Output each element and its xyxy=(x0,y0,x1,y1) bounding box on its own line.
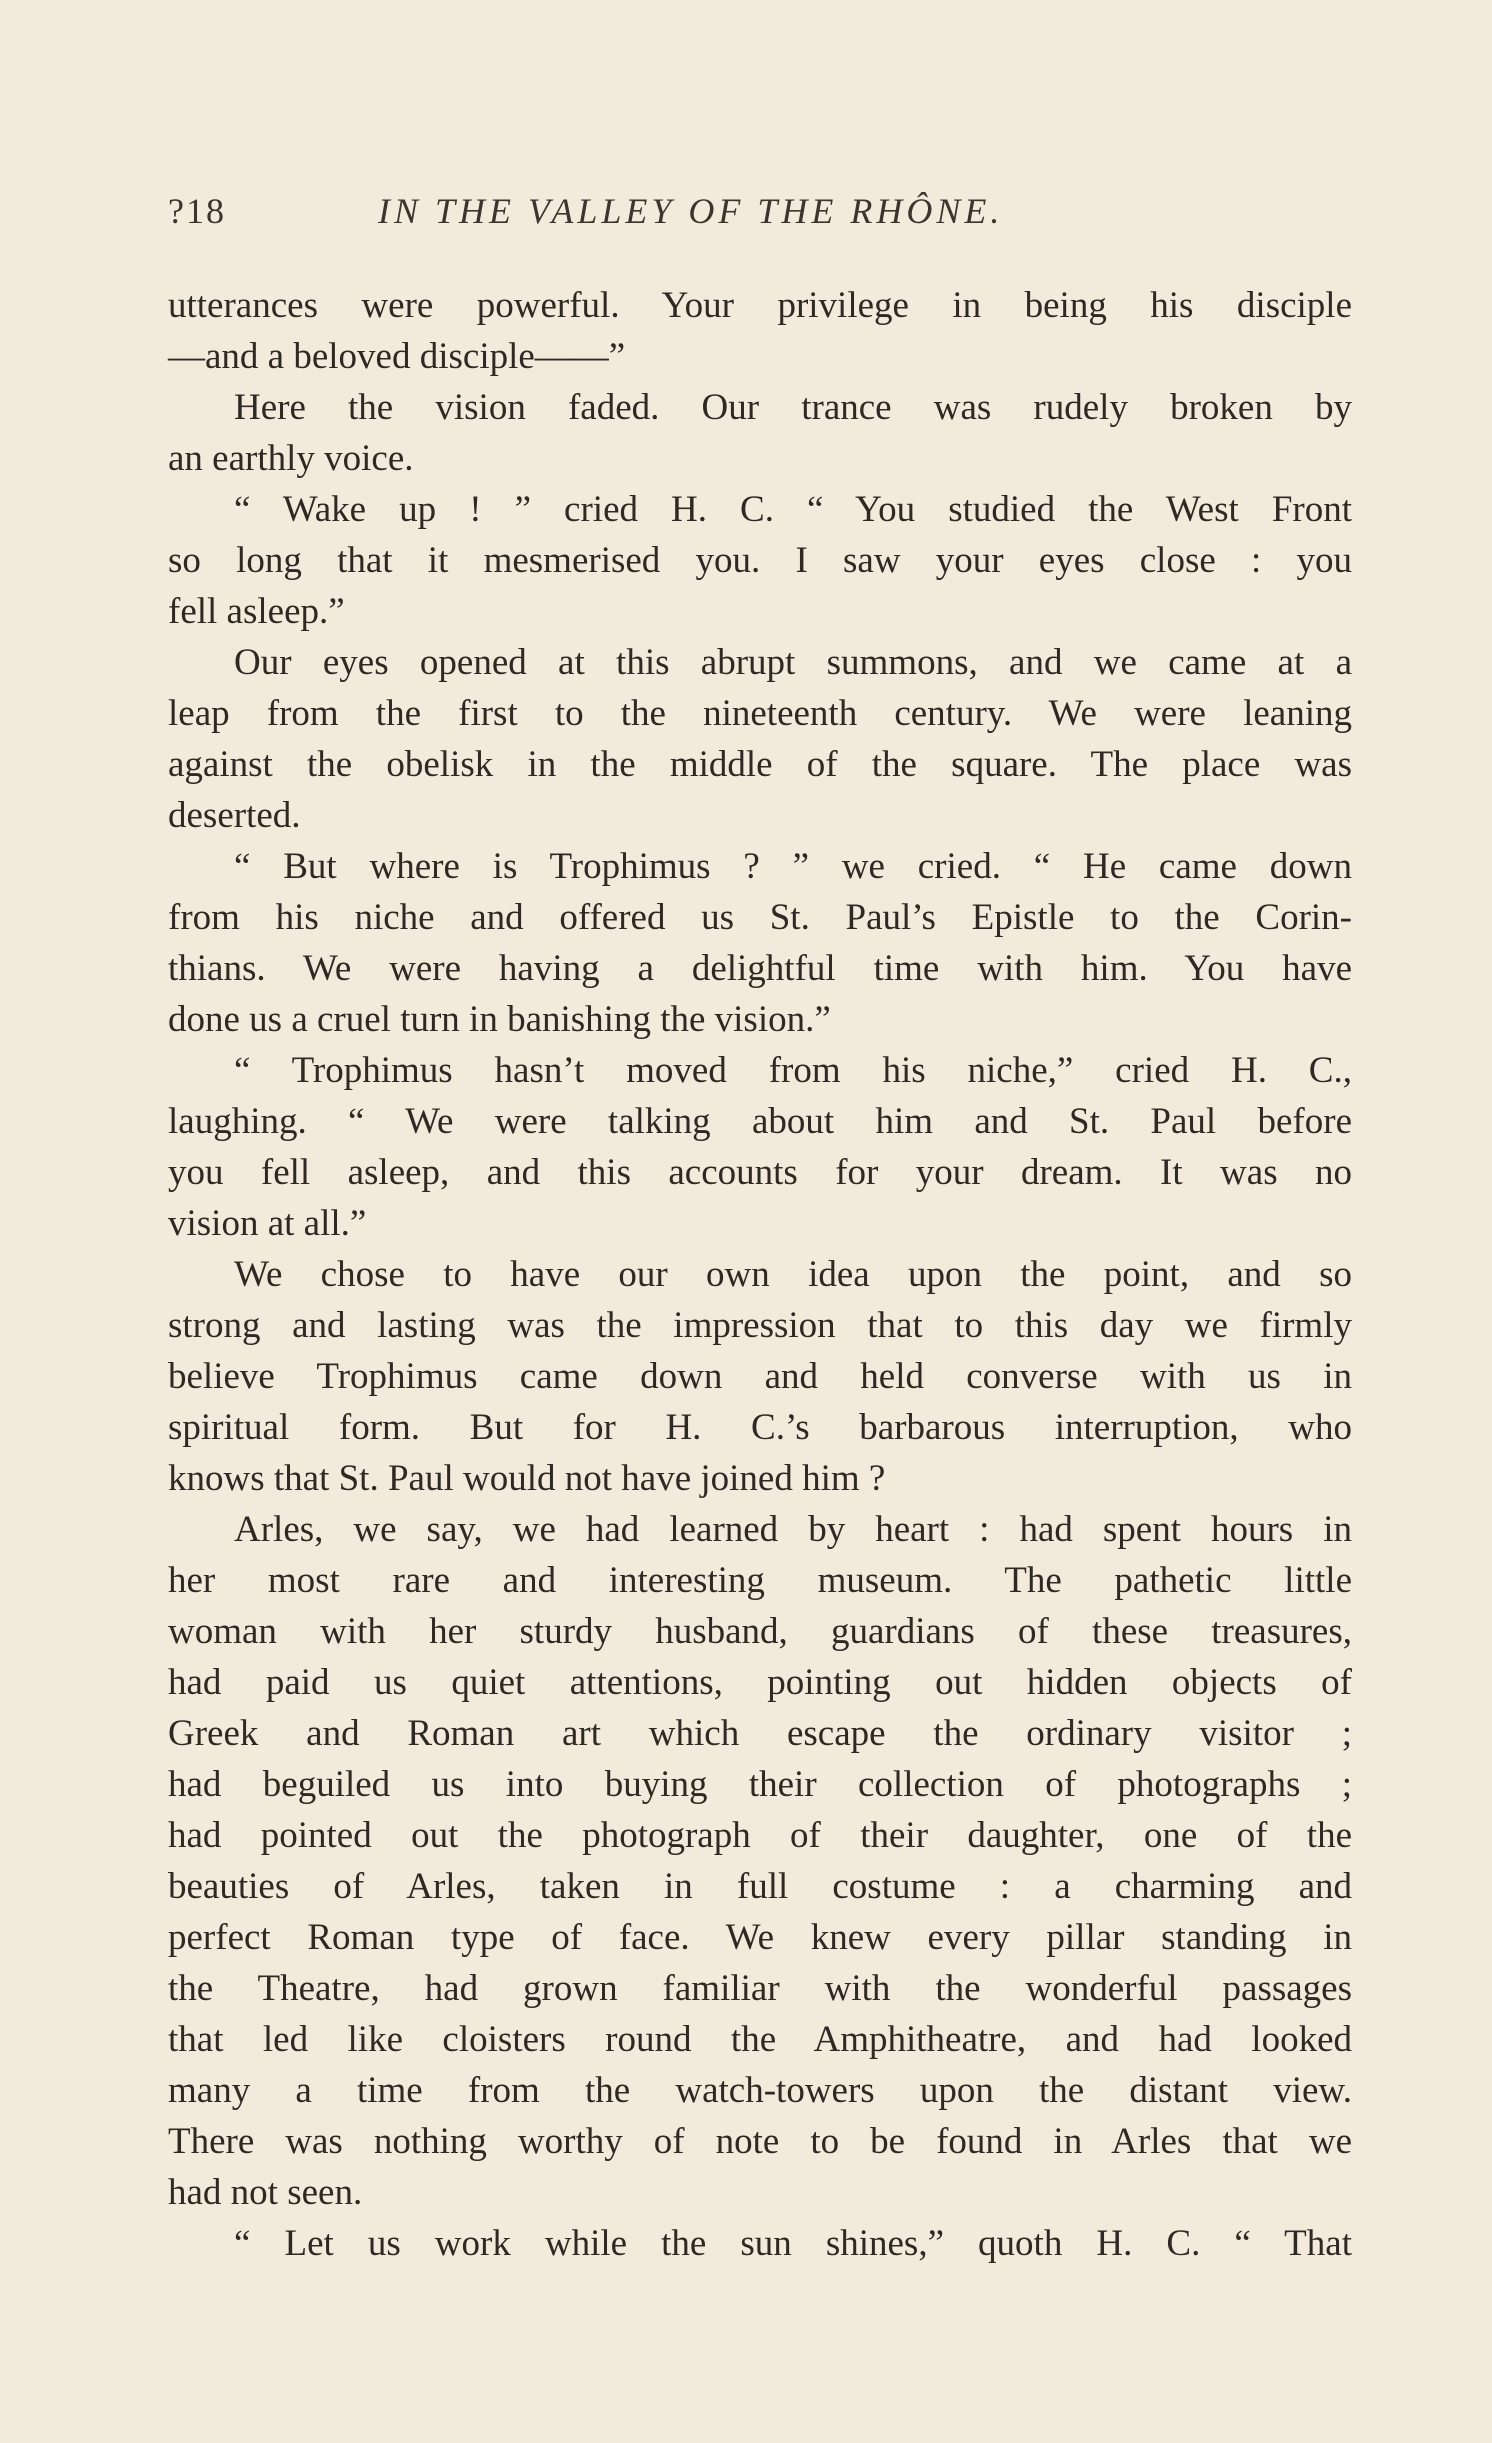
text-line: We chose to have our own idea upon the point, and so xyxy=(234,1254,1352,1295)
text-line: “ Wake up ! ” cried H. C. “ You studied the West Front xyxy=(234,489,1352,530)
text-line: done us a cruel turn in banishing the vision.” xyxy=(168,999,831,1040)
text-line: Here the vision faded. Our trance was rudely broken by xyxy=(234,387,1352,428)
text-line: “ Let us work while the sun shines,” quoth H. C. “ That xyxy=(234,2223,1352,2264)
text-line: her most rare and interesting museum. The pathetic little xyxy=(168,1560,1352,1601)
text-line: from his niche and offered us St. Paul’s Epistle to the Corin- xyxy=(168,897,1352,938)
text-line: There was nothing worthy of note to be found in Arles that we xyxy=(168,2121,1352,2162)
text-line: many a time from the watch-towers upon the distant view. xyxy=(168,2070,1352,2111)
text-line: had beguiled us into buying their collection of photographs ; xyxy=(168,1764,1352,1805)
page-header xyxy=(168,190,1352,240)
text-line: —and a beloved disciple——” xyxy=(168,336,626,377)
text-line: strong and lasting was the impression that to this day we firmly xyxy=(168,1305,1352,1346)
text-line: utterances were powerful. Your privilege in being his disciple xyxy=(168,285,1352,326)
text-line: vision at all.” xyxy=(168,1203,367,1244)
text-line: that led like cloisters round the Amphitheatre, and had looked xyxy=(168,2019,1352,2060)
text-line: Arles, we say, we had learned by heart : had spent hours in xyxy=(234,1509,1352,1550)
text-line: the Theatre, had grown familiar with the wonderful passages xyxy=(168,1968,1352,2009)
text-line: believe Trophimus came down and held converse with us in xyxy=(168,1356,1352,1397)
text-line: knows that St. Paul would not have joined him ? xyxy=(168,1458,886,1499)
page-number: ?18 xyxy=(168,191,226,231)
text-line: laughing. “ We were talking about him and St. Paul before xyxy=(168,1101,1352,1142)
text-line: beauties of Arles, taken in full costume : a charming and xyxy=(168,1866,1352,1907)
text-line: had pointed out the photograph of their daughter, one of the xyxy=(168,1815,1352,1856)
text-line: had paid us quiet attentions, pointing out hidden objects of xyxy=(168,1662,1352,1703)
text-line: an earthly voice. xyxy=(168,438,414,479)
text-line: fell asleep.” xyxy=(168,591,345,632)
text-line: spiritual form. But for H. C.’s barbarous interruption, who xyxy=(168,1407,1352,1448)
text-line: perfect Roman type of face. We knew every pillar standing in xyxy=(168,1917,1352,1958)
text-line: “ Trophimus hasn’t moved from his niche,” cried H. C., xyxy=(234,1050,1352,1091)
text-line: Greek and Roman art which escape the ordinary visitor ; xyxy=(168,1713,1352,1754)
body-text xyxy=(168,280,1352,2269)
text-line: deserted. xyxy=(168,795,301,836)
text-line: against the obelisk in the middle of the square. The place was xyxy=(168,744,1352,785)
text-line: Our eyes opened at this abrupt summons, and we came at a xyxy=(234,642,1352,683)
text-line: you fell asleep, and this accounts for your dream. It was no xyxy=(168,1152,1352,1193)
text-line: leap from the first to the nineteenth century. We were leaning xyxy=(168,693,1352,734)
text-line: thians. We were having a delightful time with him. You have xyxy=(168,948,1352,989)
running-title: IN THE VALLEY OF THE RHÔNE. xyxy=(378,191,1004,231)
text-line: had not seen. xyxy=(168,2172,363,2213)
text-line: so long that it mesmerised you. I saw your eyes close : you xyxy=(168,540,1352,581)
text-line: woman with her sturdy husband, guardians of these treasures, xyxy=(168,1611,1352,1652)
text-line: “ But where is Trophimus ? ” we cried. “ He came down xyxy=(234,846,1352,887)
